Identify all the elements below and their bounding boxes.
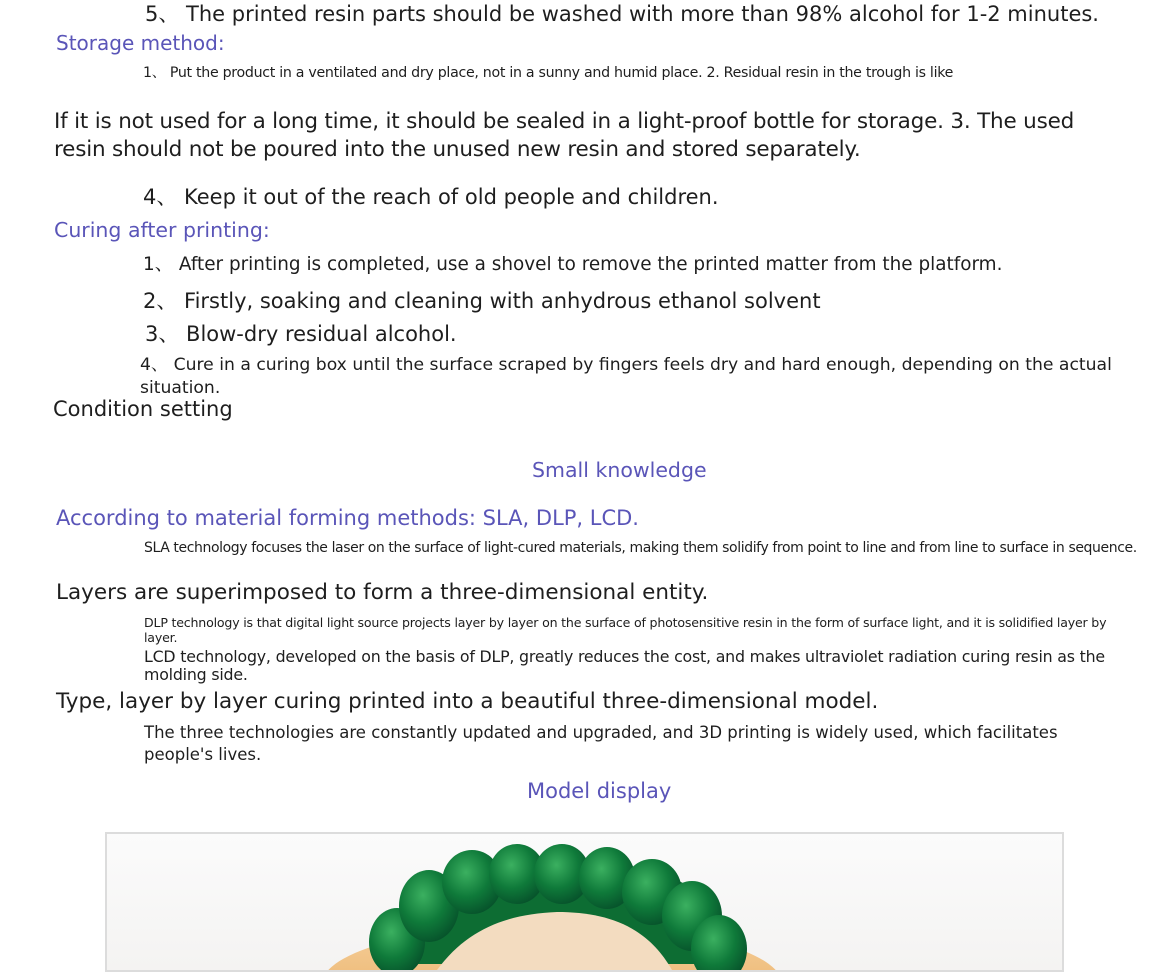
technologies-summary: The three technologies are constantly updated and upgraded, and 3D printing is widely used, which facilitates people's lives. xyxy=(144,723,1058,764)
lcd-description: LCD technology, developed on the basis of DLP, greatly reduces the cost, and makes ultraviolet radiation curing resin as the molding side. xyxy=(144,647,1105,684)
curing-heading: Curing after printing: xyxy=(54,218,270,242)
dental-model-illustration xyxy=(107,834,1062,970)
curing-step-2: 2、 Firstly, soaking and cleaning with anhydrous ethanol solvent xyxy=(143,289,821,313)
storage-continuation: If it is not used for a long time, it should be sealed in a light-proof bottle for storage. 3. The used resin should not be poured into the unused new resin and stored separately. xyxy=(54,109,1075,162)
model-display-title: Model display xyxy=(527,779,672,803)
storage-method-heading: Storage method: xyxy=(56,31,225,55)
type-statement: Type, layer by layer curing printed into a beautiful three-dimensional model. xyxy=(56,689,879,714)
sla-description: SLA technology focuses the laser on the surface of light-cured materials, making them solidify from point to line and from line to surface in sequence. xyxy=(144,540,1137,556)
model-photo xyxy=(105,832,1064,972)
curing-step-3: 3、 Blow-dry residual alcohol. xyxy=(145,322,457,346)
dlp-description: DLP technology is that digital light source projects layer by layer on the surface of photosensitive resin in the form of surface light, and it is solidified layer by layer. xyxy=(144,615,1107,645)
storage-item-1-2: 1、 Put the product in a ventilated and dry place, not in a sunny and humid place. 2. Residual resin in the trough is like xyxy=(143,65,954,81)
curing-step-1: 1、 After printing is completed, use a shovel to remove the printed matter from the platform. xyxy=(143,254,1003,275)
storage-item-4: 4、 Keep it out of the reach of old people and children. xyxy=(143,185,719,209)
curing-step-4: 4、 Cure in a curing box until the surface scraped by fingers feels dry and hard enough, depending on the actual situation. xyxy=(140,355,1112,398)
layers-statement: Layers are superimposed to form a three-dimensional entity. xyxy=(56,580,709,605)
small-knowledge-title: Small knowledge xyxy=(532,458,707,482)
wash-step: 5、 The printed resin parts should be washed with more than 98% alcohol for 1-2 minutes. xyxy=(145,2,1099,26)
condition-setting: Condition setting xyxy=(53,397,233,421)
forming-methods-heading: According to material forming methods: SLA, DLP, LCD. xyxy=(56,506,639,530)
